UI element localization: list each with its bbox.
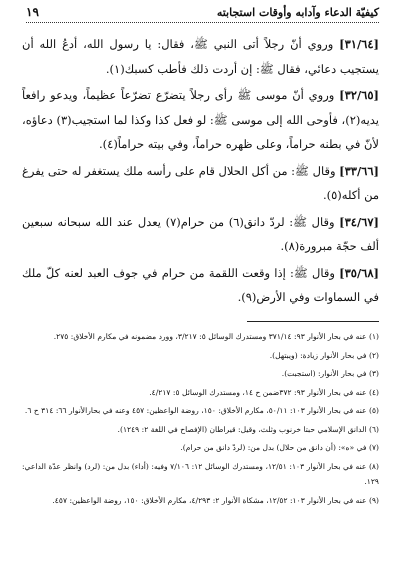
footnotes bbox=[22, 329, 379, 511]
footnote: (٣) في بحار الأنوار: (استجبت). bbox=[281, 369, 379, 378]
footnote: (٥) عنه في بحار الأنوار ١٠٣: ٥٠/١١، مكارم الأخلاق: ١٥٠، روضة الواعظين: ٤٥٧ وعنه في بحارالأنوار ٦٦: ٣١٤ ح ٦. bbox=[24, 406, 379, 415]
main-text bbox=[22, 32, 379, 312]
footnote: (٦) الدانق الإسلامي حبتا خرنوب وثلث، وقيل: قيراطان (الإفصاح في اللغة ٢: ١٢٤٩). bbox=[117, 424, 379, 434]
hadith-ref: [٣٤/٦٧] bbox=[339, 214, 379, 229]
hadith-ref: [٣٣/٦٦] bbox=[339, 163, 379, 178]
running-header bbox=[26, 6, 379, 23]
hadith-text: وروي أنّ موسى ﷺ رأى رجلاً يتضرّع تضرّعاً عظيماً، ويدعو رافعاً يديه(٢)، فأوحى الله إلى موسى ﷺ: لو فعل كذا وكذا لما استجيب(٣) دعاؤه، لأنّ في بطنه حراماً، وعلى ظهره حراماً، وفي بيته حراماً(٤). bbox=[22, 88, 380, 151]
footnote: (٢) في بحار الأنوار زيادة: (ويبتهل). bbox=[269, 350, 379, 360]
footnote: (١) عنه في بحار الأنوار ٩٣: ٣٧١/١٤ ومستدرك الوسائل ٥: ٣/٢١٧، وورد مضمونه في مكارم الأخلاق: ٢٧٥. bbox=[53, 332, 379, 341]
hadith-text: وقال ﷺ: إذا وقعت اللقمة من حرام في جوف العبد لعنه كلّ ملك في السماوات وفي الأرض(٩). bbox=[22, 265, 379, 304]
hadith-text: وقال ﷺ: لردّ دانق(٦) من حرام(٧) يعدل عند الله سبحانه سبعين ألف حجّة مبرورة(٨). bbox=[22, 214, 379, 253]
hadith-text: وقال ﷺ: من أكل الحلال قام على رأسه ملك يستغفر له حتى يفرغ من أكله(٥). bbox=[22, 163, 379, 202]
chapter-title: كيفيّة الدعاء وآدابه وأوقات استجابته bbox=[216, 6, 379, 19]
footnote: (٧) في «ه»: (أن دانق من حلال) بدل من: (لردّ دانق من حرام). bbox=[180, 443, 379, 452]
footnote-separator bbox=[247, 321, 379, 322]
hadith-paragraph bbox=[22, 261, 379, 310]
footnote: (٩) عنه في بحار الأنوار ١٠٣: ١٢/٥٢، مشكاة الأنوار ٢: ٤/٢٩٣، مكارم الأخلاق: ١٥٠، روضة الواعظين: ٤٥٧. bbox=[52, 495, 379, 505]
footnote: (٨) عنه في بحار الأنوار ١٠٣: ١٢/٥١، ومستدرك الوسائل ١٢: ٧/١٠٦ وفيه: (أداء) بدل من: (لرد) وانظر عدّة الداعي: ١٢٩. bbox=[22, 461, 379, 486]
hadith-ref: [٣١/٦٤] bbox=[339, 37, 379, 51]
hadith-paragraph bbox=[22, 83, 379, 157]
hadith-text: وروي أنّ رجلاً أتى النبي ﷺ، فقال: يا رسول الله، أدعُ الله أن يستجيب دعائي، فقال ﷺ: إن أردت ذلك فأطب كسبك(١). bbox=[22, 37, 379, 76]
hadith-paragraph bbox=[22, 32, 379, 81]
page-number: ١٩ bbox=[26, 5, 39, 19]
hadith-paragraph bbox=[22, 159, 379, 208]
footnote: (٤) عنه في بحار الأنوار ٩٣: ٣٧٢ضمن ح ١٤، ومستدرك الوسائل ٥: ٤/٢١٧. bbox=[149, 387, 379, 397]
hadith-ref: [٣٢/٦٥] bbox=[339, 88, 379, 102]
hadith-paragraph bbox=[22, 210, 379, 259]
hadith-ref: [٣٥/٦٨] bbox=[339, 265, 379, 280]
